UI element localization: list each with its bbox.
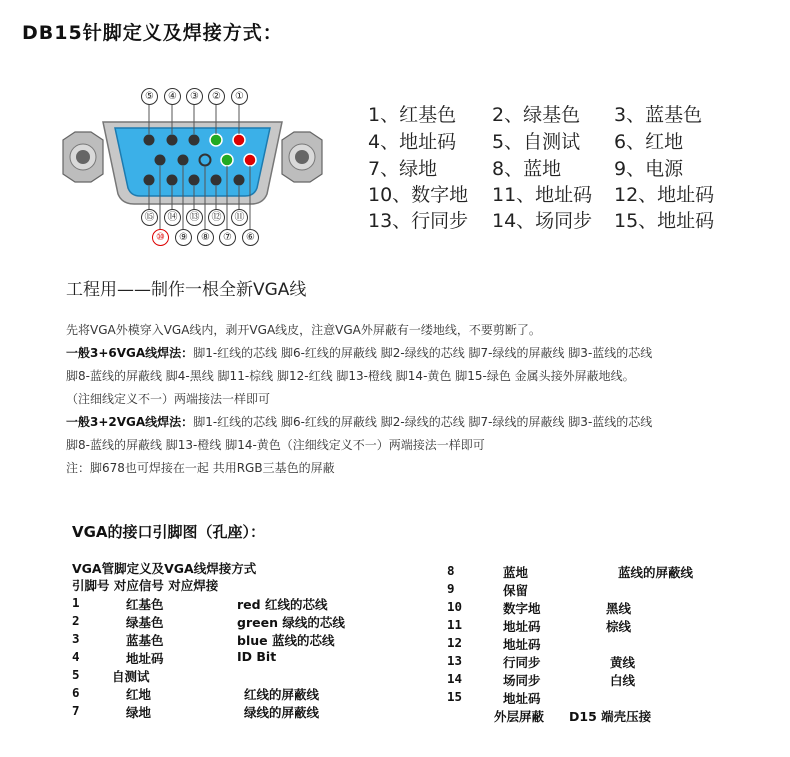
table-cell-pin: 11 xyxy=(447,617,463,632)
table-cell-weld: 蓝线的屏蔽线 xyxy=(618,565,694,580)
method-3-2-line1 xyxy=(66,413,652,430)
table-cell-weld: ID Bit xyxy=(237,649,277,664)
table-cell-pin: 9 xyxy=(447,581,455,596)
right-mount-nut xyxy=(282,132,322,182)
table-cell-signal: 绿地 xyxy=(126,705,152,720)
table-cell-weld: 绿线的屏蔽线 xyxy=(244,705,320,720)
method-3-6-line3: （注细线定义不一）两端接法一样即可 xyxy=(66,392,271,406)
table-cell-signal: 地址码 xyxy=(503,691,541,706)
table-cell-signal: 红基色 xyxy=(126,597,164,612)
table-cell-signal: 场同步 xyxy=(503,673,541,688)
table-cell-weld: 棕线 xyxy=(606,619,632,634)
table-cell-signal: 地址码 xyxy=(503,637,541,652)
legend-item: 13、行同步 xyxy=(368,210,469,232)
table-cell-pin: 7 xyxy=(72,703,80,718)
table-cell-pin: 5 xyxy=(72,667,80,682)
table-cell-signal: 蓝地 xyxy=(503,565,529,580)
pin-label-11: ⑪ xyxy=(231,209,248,226)
legend-item: 11、地址码 xyxy=(492,184,593,206)
legend-item: 2、绿基色 xyxy=(492,104,581,126)
table-cell-signal: 绿基色 xyxy=(126,615,164,630)
method-3-6-label: 一般3+6VGA线焊法： xyxy=(66,346,194,360)
page-title: DB15针脚定义及焊接方式： xyxy=(22,22,283,44)
pin-label-10: ⑩ xyxy=(152,229,169,246)
section-heading: 工程用——制作一根全新VGA线 xyxy=(66,280,307,300)
vga-heading: VGA的接口引脚图（孔座）： xyxy=(72,523,266,541)
legend-item: 15、地址码 xyxy=(614,210,715,232)
table-cell-signal: 自测试 xyxy=(112,669,150,684)
table-cell-pin: 1 xyxy=(72,595,80,610)
table-cell-signal: 行同步 xyxy=(503,655,541,670)
pin-label-5: ⑤ xyxy=(141,88,158,105)
pin-label-2: ② xyxy=(208,88,225,105)
table-cell-signal: 地址码 xyxy=(126,651,164,666)
legend-item: 10、数字地 xyxy=(368,184,469,206)
pin-label-15: ⑮ xyxy=(141,209,158,226)
legend-item: 1、红基色 xyxy=(368,104,457,126)
legend-item: 9、电源 xyxy=(614,158,684,180)
table-cell-signal: 保留 xyxy=(503,583,529,598)
table-cell-signal: 数字地 xyxy=(503,601,541,616)
left-mount-nut xyxy=(63,132,103,182)
table-cell-pin: 4 xyxy=(72,649,80,664)
pin-label-7: ⑦ xyxy=(219,229,236,246)
table-cell-pin: 15 xyxy=(447,689,463,704)
legend-item: 5、自测试 xyxy=(492,131,581,153)
intro-paragraph: 先将VGA外模穿入VGA线内，剥开VGA线皮，注意VGA外屏蔽有一缕地线，不要剪断了。 xyxy=(66,323,541,337)
pin-label-1: ① xyxy=(231,88,248,105)
table-cell-pin: 14 xyxy=(447,671,463,686)
legend-item: 14、场同步 xyxy=(492,210,593,232)
table-cell-pin: 8 xyxy=(447,563,455,578)
pin-label-12: ⑫ xyxy=(208,209,225,226)
note-line: 注：脚678也可焊接在一起 共用RGB三基色的屏蔽 xyxy=(66,461,335,475)
pin-label-8: ⑧ xyxy=(197,229,214,246)
table-cell-weld: 黄线 xyxy=(610,655,636,670)
table-header: 引脚号 对应信号 对应焊接 xyxy=(72,578,219,593)
pin-label-9: ⑨ xyxy=(175,229,192,246)
shell-row-signal: 外层屏蔽 xyxy=(494,709,545,724)
legend-item: 6、红地 xyxy=(614,131,684,153)
table-cell-pin: 12 xyxy=(447,635,463,650)
table-cell-signal: 地址码 xyxy=(503,619,541,634)
pin-label-14: ⑭ xyxy=(164,209,181,226)
pin-label-6: ⑥ xyxy=(242,229,259,246)
method-3-6-text: 脚1-红线的芯线 脚6-红线的屏蔽线 脚2-绿线的芯线 脚7-绿线的屏蔽线 脚3-蓝线的芯线 xyxy=(193,346,653,360)
legend-item: 12、地址码 xyxy=(614,184,715,206)
pin-label-13: ⑬ xyxy=(186,209,203,226)
table-cell-pin: 13 xyxy=(447,653,463,668)
table-cell-weld: 白线 xyxy=(610,673,636,688)
method-3-2-text: 脚1-红线的芯线 脚6-红线的屏蔽线 脚2-绿线的芯线 脚7-绿线的屏蔽线 脚3-蓝线的芯线 xyxy=(193,415,653,429)
legend-item: 8、蓝地 xyxy=(492,158,562,180)
table-cell-signal: 蓝基色 xyxy=(126,633,164,648)
table-cell-pin: 10 xyxy=(447,599,463,614)
method-3-2-label: 一般3+2VGA线焊法： xyxy=(66,415,194,429)
table-cell-pin: 6 xyxy=(72,685,80,700)
table-cell-pin: 2 xyxy=(72,613,80,628)
table-cell-weld: 红线的屏蔽线 xyxy=(244,687,320,702)
legend-item: 7、绿地 xyxy=(368,158,438,180)
pin-label-4: ④ xyxy=(164,88,181,105)
shell-row-weld: D15 端壳压接 xyxy=(569,709,652,724)
pin-label-3: ③ xyxy=(186,88,203,105)
db15-connector-diagram xyxy=(55,82,330,247)
table-cell-signal: 红地 xyxy=(126,687,152,702)
table-cell-weld: 黑线 xyxy=(606,601,632,616)
legend-item: 4、地址码 xyxy=(368,131,457,153)
table-title: VGA管脚定义及VGA线焊接方式 xyxy=(72,561,257,576)
legend-item: 3、蓝基色 xyxy=(614,104,703,126)
table-cell-weld: red 红线的芯线 xyxy=(237,597,328,612)
table-cell-weld: green 绿线的芯线 xyxy=(237,615,345,630)
table-cell-weld: blue 蓝线的芯线 xyxy=(237,633,335,648)
method-3-2-line2: 脚8-蓝线的屏蔽线 脚13-橙线 脚14-黄色（注细线定义不一）两端接法一样即可 xyxy=(66,438,485,452)
method-3-6-line1 xyxy=(66,344,652,361)
method-3-6-line2: 脚8-蓝线的屏蔽线 脚4-黑线 脚11-棕线 脚12-红线 脚13-橙线 脚14-黄色 脚15-绿色 金属头接外屏蔽地线。 xyxy=(66,369,635,383)
table-cell-pin: 3 xyxy=(72,631,80,646)
